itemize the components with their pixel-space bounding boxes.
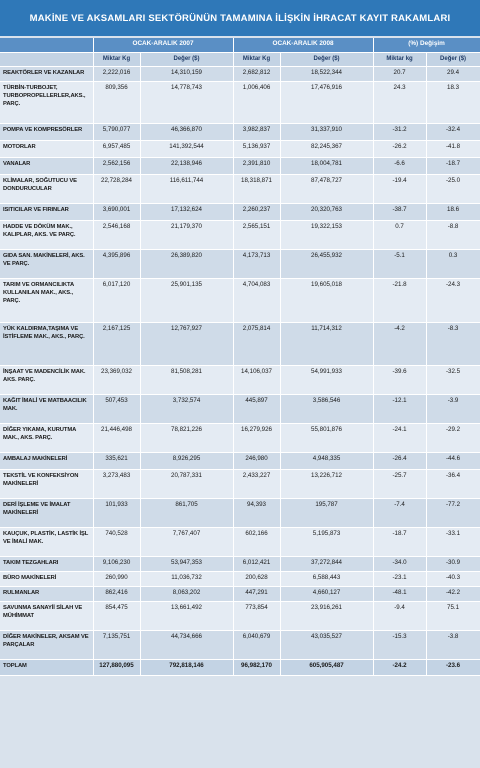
row-usd-change: 0.3 xyxy=(426,249,480,278)
row-name: DİĞER YIKAMA, KURUTMA MAK., AKS. PARÇ. xyxy=(0,423,93,452)
row-kg-2008: 2,075,814 xyxy=(233,322,280,365)
row-usd-change: -32.5 xyxy=(426,365,480,394)
row-name: KAĞIT İMALİ VE MATBAACILIK MAK. xyxy=(0,394,93,423)
row-usd-2008: 82,245,367 xyxy=(280,140,373,157)
row-kg-change: -48.1 xyxy=(373,586,426,601)
row-usd-2008: 23,916,261 xyxy=(280,601,373,630)
row-kg-change: -24.1 xyxy=(373,423,426,452)
table-title: MAKİNE VE AKSAMLARI SEKTÖRÜNÜN TAMAMINA İLİŞKİN İHRACAT KAYIT RAKAMLARI xyxy=(0,0,480,36)
row-usd-2008: 26,455,932 xyxy=(280,249,373,278)
row-usd-2008: 13,226,712 xyxy=(280,469,373,498)
table-row xyxy=(0,365,480,394)
row-usd-change: -24.3 xyxy=(426,278,480,322)
row-kg-change: -12.1 xyxy=(373,394,426,423)
row-usd-change: -32.4 xyxy=(426,123,480,140)
row-usd-change: 29.4 xyxy=(426,66,480,81)
table-row xyxy=(0,123,480,140)
row-kg-2007: 101,933 xyxy=(93,498,140,527)
row-kg-2007: 2,562,156 xyxy=(93,157,140,174)
row-kg-change: -5.1 xyxy=(373,249,426,278)
row-kg-2008: 447,291 xyxy=(233,586,280,601)
total-usd-2008: 605,905,487 xyxy=(280,659,373,675)
row-kg-2007: 809,356 xyxy=(93,81,140,123)
row-kg-2008: 2,260,237 xyxy=(233,203,280,220)
row-usd-change: -30.9 xyxy=(426,556,480,571)
row-kg-2008: 18,318,871 xyxy=(233,174,280,203)
row-kg-2007: 3,273,483 xyxy=(93,469,140,498)
row-usd-2007: 116,611,744 xyxy=(140,174,233,203)
row-kg-change: -6.6 xyxy=(373,157,426,174)
row-usd-change: -8.3 xyxy=(426,322,480,365)
row-kg-2007: 335,621 xyxy=(93,452,140,469)
table-row xyxy=(0,556,480,571)
row-kg-2008: 2,565,151 xyxy=(233,220,280,249)
empty-subheader-cell xyxy=(0,52,93,66)
row-kg-2008: 94,393 xyxy=(233,498,280,527)
row-kg-2008: 6,040,679 xyxy=(233,630,280,659)
table-row xyxy=(0,174,480,203)
row-kg-2008: 14,106,037 xyxy=(233,365,280,394)
subheader-usd-2007: Değer ($) xyxy=(140,52,233,66)
row-usd-change: -33.1 xyxy=(426,527,480,556)
row-usd-2007: 46,366,870 xyxy=(140,123,233,140)
row-name: DERİ İŞLEME VE İMALAT MAKİNELERİ xyxy=(0,498,93,527)
row-usd-change: -40.3 xyxy=(426,571,480,586)
total-usd-change: -23.6 xyxy=(426,659,480,675)
row-name: DİĞER MAKİNELER, AKSAM VE PARÇALAR xyxy=(0,630,93,659)
row-name: SAVUNMA SANAYİİ SİLAH VE MÜHİMMAT xyxy=(0,601,93,630)
table-row xyxy=(0,81,480,123)
row-kg-change: -26.4 xyxy=(373,452,426,469)
row-usd-2007: 861,705 xyxy=(140,498,233,527)
row-kg-change: -34.0 xyxy=(373,556,426,571)
row-usd-2007: 78,821,226 xyxy=(140,423,233,452)
row-usd-2008: 19,605,018 xyxy=(280,278,373,322)
row-usd-change: 18.6 xyxy=(426,203,480,220)
group-header-2007: OCAK-ARALIK 2007 xyxy=(93,38,233,52)
row-usd-2008: 4,948,335 xyxy=(280,452,373,469)
row-kg-2007: 22,728,284 xyxy=(93,174,140,203)
row-kg-2007: 2,222,016 xyxy=(93,66,140,81)
row-kg-2007: 9,106,230 xyxy=(93,556,140,571)
row-usd-2008: 5,195,873 xyxy=(280,527,373,556)
row-kg-2008: 2,391,810 xyxy=(233,157,280,174)
row-kg-change: -19.4 xyxy=(373,174,426,203)
row-usd-2008: 87,478,727 xyxy=(280,174,373,203)
row-name: YÜK KALDIRMA,TAŞIMA VE İSTİFLEME MAK., AKS., PARÇ. xyxy=(0,322,93,365)
row-kg-2008: 200,628 xyxy=(233,571,280,586)
row-usd-change: -44.6 xyxy=(426,452,480,469)
total-kg-2008: 96,982,170 xyxy=(233,659,280,675)
table-row xyxy=(0,527,480,556)
row-name: REAKTÖRLER VE KAZANLAR xyxy=(0,66,93,81)
table-row xyxy=(0,630,480,659)
row-name: VANALAR xyxy=(0,157,93,174)
row-usd-2007: 141,392,544 xyxy=(140,140,233,157)
row-usd-2007: 44,734,666 xyxy=(140,630,233,659)
export-data-table xyxy=(0,38,480,676)
subheader-usd-change: Değer ($) xyxy=(426,52,480,66)
total-kg-change: -24.2 xyxy=(373,659,426,675)
row-kg-change: -26.2 xyxy=(373,140,426,157)
row-kg-2008: 1,006,406 xyxy=(233,81,280,123)
row-usd-2007: 26,389,820 xyxy=(140,249,233,278)
row-kg-2007: 2,546,168 xyxy=(93,220,140,249)
row-kg-2007: 507,453 xyxy=(93,394,140,423)
row-usd-2007: 20,787,331 xyxy=(140,469,233,498)
row-usd-2007: 8,926,295 xyxy=(140,452,233,469)
row-usd-2007: 7,767,407 xyxy=(140,527,233,556)
row-usd-2007: 3,732,574 xyxy=(140,394,233,423)
row-usd-2007: 22,138,946 xyxy=(140,157,233,174)
table-row xyxy=(0,601,480,630)
row-kg-2007: 862,416 xyxy=(93,586,140,601)
row-usd-2007: 12,767,927 xyxy=(140,322,233,365)
row-kg-2008: 5,136,937 xyxy=(233,140,280,157)
row-name: HADDE VE DÖKÜM MAK., KALIPLAR, AKS. VE PARÇ. xyxy=(0,220,93,249)
row-kg-change: -25.7 xyxy=(373,469,426,498)
table-row xyxy=(0,571,480,586)
table-row xyxy=(0,423,480,452)
table-row xyxy=(0,498,480,527)
table-row xyxy=(0,203,480,220)
table-body xyxy=(0,66,480,659)
row-kg-change: -4.2 xyxy=(373,322,426,365)
row-name: BÜRO MAKİNELERİ xyxy=(0,571,93,586)
row-usd-2007: 14,310,159 xyxy=(140,66,233,81)
row-name: TÜRBİN-TURBOJET, TURBOPROPELLERLER,AKS., PARÇ. xyxy=(0,81,93,123)
row-kg-change: -7.4 xyxy=(373,498,426,527)
row-usd-2008: 6,588,443 xyxy=(280,571,373,586)
row-name: AMBALAJ MAKİNELERİ xyxy=(0,452,93,469)
row-usd-change: 18.3 xyxy=(426,81,480,123)
row-usd-change: -25.0 xyxy=(426,174,480,203)
row-kg-2008: 6,012,421 xyxy=(233,556,280,571)
table-row xyxy=(0,322,480,365)
row-usd-2007: 8,063,202 xyxy=(140,586,233,601)
table-row xyxy=(0,157,480,174)
row-kg-2007: 4,395,896 xyxy=(93,249,140,278)
row-usd-2008: 3,586,546 xyxy=(280,394,373,423)
table-row xyxy=(0,220,480,249)
row-usd-2008: 11,714,312 xyxy=(280,322,373,365)
row-kg-2008: 445,897 xyxy=(233,394,280,423)
table-row xyxy=(0,586,480,601)
row-kg-2008: 3,982,837 xyxy=(233,123,280,140)
subheader-usd-2008: Değer ($) xyxy=(280,52,373,66)
row-kg-change: 0.7 xyxy=(373,220,426,249)
table-row xyxy=(0,278,480,322)
row-kg-2008: 4,704,083 xyxy=(233,278,280,322)
row-usd-2007: 14,778,743 xyxy=(140,81,233,123)
row-kg-change: -9.4 xyxy=(373,601,426,630)
row-usd-change: -36.4 xyxy=(426,469,480,498)
row-kg-2008: 2,682,812 xyxy=(233,66,280,81)
row-kg-2008: 602,166 xyxy=(233,527,280,556)
row-kg-2007: 3,690,001 xyxy=(93,203,140,220)
row-usd-change: -77.2 xyxy=(426,498,480,527)
row-usd-2008: 19,322,153 xyxy=(280,220,373,249)
row-kg-2007: 740,528 xyxy=(93,527,140,556)
row-name: TARIM VE ORMANCILIKTA KULLANILAN MAK., AKS., PARÇ. xyxy=(0,278,93,322)
row-kg-2007: 7,135,751 xyxy=(93,630,140,659)
row-usd-2008: 18,522,344 xyxy=(280,66,373,81)
row-usd-2008: 4,660,127 xyxy=(280,586,373,601)
row-usd-change: -3.9 xyxy=(426,394,480,423)
row-kg-change: -23.1 xyxy=(373,571,426,586)
row-usd-2008: 37,272,844 xyxy=(280,556,373,571)
row-usd-2007: 13,661,492 xyxy=(140,601,233,630)
row-name: TAKIM TEZGAHLARI xyxy=(0,556,93,571)
total-usd-2007: 792,818,146 xyxy=(140,659,233,675)
subheader-kg-change: Miktar kg xyxy=(373,52,426,66)
group-header-change: (%) Değişim xyxy=(373,38,480,52)
row-usd-change: -41.8 xyxy=(426,140,480,157)
row-usd-2008: 20,320,763 xyxy=(280,203,373,220)
row-usd-change: 75.1 xyxy=(426,601,480,630)
subheader-kg-2007: Miktar Kg xyxy=(93,52,140,66)
row-kg-2007: 21,446,498 xyxy=(93,423,140,452)
row-kg-2007: 854,475 xyxy=(93,601,140,630)
row-name: GIDA SAN. MAKİNELERİ, AKS. VE PARÇ. xyxy=(0,249,93,278)
row-kg-change: -18.7 xyxy=(373,527,426,556)
row-kg-2008: 773,854 xyxy=(233,601,280,630)
group-header-row xyxy=(0,38,480,52)
row-name: POMPA VE KOMPRESÖRLER xyxy=(0,123,93,140)
row-usd-change: -3.8 xyxy=(426,630,480,659)
row-usd-2007: 53,947,353 xyxy=(140,556,233,571)
row-usd-2007: 81,508,281 xyxy=(140,365,233,394)
row-usd-change: -29.2 xyxy=(426,423,480,452)
table-row xyxy=(0,66,480,81)
row-usd-2007: 11,036,732 xyxy=(140,571,233,586)
empty-corner-cell xyxy=(0,38,93,52)
total-row xyxy=(0,659,480,675)
row-kg-2008: 16,279,926 xyxy=(233,423,280,452)
row-usd-2008: 43,035,527 xyxy=(280,630,373,659)
row-kg-2007: 260,990 xyxy=(93,571,140,586)
row-kg-2007: 6,957,485 xyxy=(93,140,140,157)
row-usd-2008: 54,991,933 xyxy=(280,365,373,394)
row-usd-2007: 25,901,135 xyxy=(140,278,233,322)
table-row xyxy=(0,140,480,157)
row-name: KLİMALAR, SOĞUTUCU VE DONDURUCULAR xyxy=(0,174,93,203)
row-name: ISITICILAR VE FIRINLAR xyxy=(0,203,93,220)
row-usd-change: -18.7 xyxy=(426,157,480,174)
table-row xyxy=(0,469,480,498)
row-usd-2008: 55,801,876 xyxy=(280,423,373,452)
table-row xyxy=(0,249,480,278)
row-name: RULMANLAR xyxy=(0,586,93,601)
row-kg-2007: 2,167,125 xyxy=(93,322,140,365)
row-kg-2007: 23,369,032 xyxy=(93,365,140,394)
total-label: TOPLAM xyxy=(0,659,93,675)
row-kg-change: -38.7 xyxy=(373,203,426,220)
subheader-row xyxy=(0,52,480,66)
row-kg-2007: 6,017,120 xyxy=(93,278,140,322)
row-usd-2008: 31,337,910 xyxy=(280,123,373,140)
row-kg-change: -21.8 xyxy=(373,278,426,322)
row-usd-2007: 21,179,370 xyxy=(140,220,233,249)
table-row xyxy=(0,452,480,469)
row-usd-change: -8.8 xyxy=(426,220,480,249)
row-kg-change: 20.7 xyxy=(373,66,426,81)
row-name: MOTORLAR xyxy=(0,140,93,157)
row-name: İNŞAAT VE MADENCİLİK MAK. AKS. PARÇ. xyxy=(0,365,93,394)
total-kg-2007: 127,880,095 xyxy=(93,659,140,675)
row-usd-2008: 18,004,781 xyxy=(280,157,373,174)
row-usd-2007: 17,132,624 xyxy=(140,203,233,220)
row-kg-2008: 4,173,713 xyxy=(233,249,280,278)
subheader-kg-2008: Miktar Kg xyxy=(233,52,280,66)
row-kg-change: -15.3 xyxy=(373,630,426,659)
row-kg-change: -39.6 xyxy=(373,365,426,394)
row-kg-2008: 2,433,227 xyxy=(233,469,280,498)
table-row xyxy=(0,394,480,423)
row-kg-change: -31.2 xyxy=(373,123,426,140)
row-kg-2007: 5,790,077 xyxy=(93,123,140,140)
row-usd-2008: 17,476,916 xyxy=(280,81,373,123)
row-usd-2008: 195,787 xyxy=(280,498,373,527)
row-usd-change: -42.2 xyxy=(426,586,480,601)
row-kg-change: 24.3 xyxy=(373,81,426,123)
row-name: KAUÇUK, PLASTİK, LASTİK İŞL VE İMALİ MAK. xyxy=(0,527,93,556)
group-header-2008: OCAK-ARALIK 2008 xyxy=(233,38,373,52)
row-kg-2008: 246,980 xyxy=(233,452,280,469)
row-name: TEKSTİL VE KONFEKSİYON MAKİNELERİ xyxy=(0,469,93,498)
